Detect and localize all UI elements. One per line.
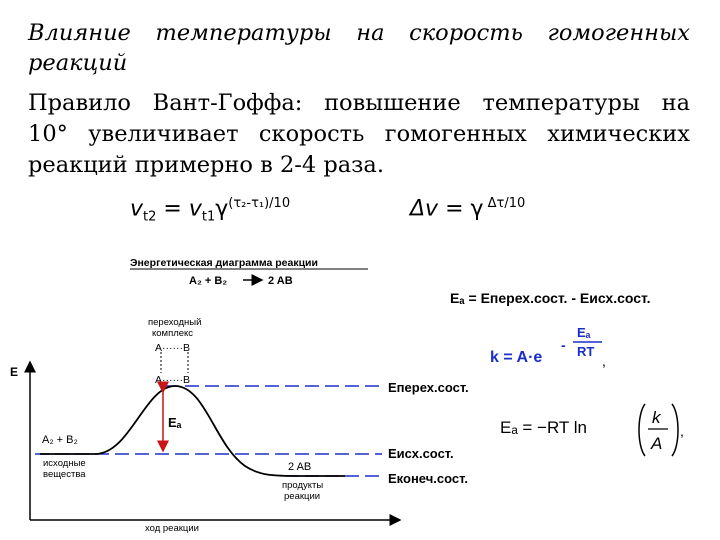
delta-equals: = xyxy=(438,196,471,222)
complex-top: A······B xyxy=(155,342,190,354)
reaction-right: 2 AB xyxy=(268,275,293,287)
ln-right-paren xyxy=(672,404,678,456)
arrhenius-minus: - xyxy=(561,337,566,353)
level-transition-label: Eперех.сост. xyxy=(388,380,469,395)
transition-label-2: комплекс xyxy=(152,328,194,339)
v-symbol-left: v xyxy=(130,196,144,222)
delta-gamma: γ xyxy=(470,196,484,222)
transition-label-1: переходный xyxy=(148,317,202,328)
reactants-label: A₂ + B₂ xyxy=(42,434,78,446)
ln-denominator: A xyxy=(651,434,663,453)
reactants-caption-2: вещества xyxy=(43,469,86,480)
v-symbol-right: v xyxy=(188,196,202,222)
activation-label: Eₐ xyxy=(168,415,182,430)
arrhenius-exp-num: Eₐ xyxy=(577,325,591,340)
slide-title-line1: Влияние температуры на скорость гомогенных xyxy=(28,20,690,46)
rule-line1: Правило Вант-Гоффа: повышение температуры на xyxy=(28,90,690,116)
level-final-label: Eконеч.сост. xyxy=(388,471,468,486)
gamma-exponent: (τ₂-τ₁)/10 xyxy=(228,196,291,211)
gamma-symbol: γ xyxy=(215,196,229,222)
delta-v-symbol: Δv xyxy=(410,196,439,222)
reaction-left: A₂ + B₂ xyxy=(189,275,228,287)
ea-definition: Eₐ = Eперех.сост. - Eисх.сост. xyxy=(450,290,651,306)
product-caption-1: продукты xyxy=(282,480,324,491)
arrhenius-k: k = A·e xyxy=(490,349,543,366)
ea-ln-formula: Eₐ = −RT ln xyxy=(500,418,587,437)
complex-bottom: A······B xyxy=(155,374,190,386)
ln-numerator: k xyxy=(652,408,661,427)
rule-line3: реакций примерно в 2-4 раза. xyxy=(28,152,384,178)
diagram-title: Энергетическая диаграмма реакции xyxy=(130,257,318,269)
energy-axis-label: E xyxy=(10,365,19,379)
rule-line2: 10° увеличивает скорость гомогенных химических xyxy=(28,121,690,147)
arrhenius-comma: , xyxy=(602,353,606,369)
slide-title-line2: реакций xyxy=(28,50,128,76)
product-label: 2 AB xyxy=(288,461,312,473)
equals-sign: = xyxy=(156,196,189,222)
ln-left-paren xyxy=(639,404,645,456)
arrhenius-exp-den: RT xyxy=(577,344,595,359)
reaction-axis-label: ход реакции xyxy=(145,523,199,534)
product-caption-2: реакции xyxy=(284,491,321,502)
sub-t1: t1 xyxy=(201,209,216,225)
reactants-caption-1: исходные xyxy=(43,458,86,469)
delta-exponent: Δτ/10 xyxy=(483,196,526,211)
level-initial-label: Eисх.сост. xyxy=(388,446,454,461)
sub-t2: t2 xyxy=(143,209,157,225)
ln-comma: , xyxy=(680,423,684,439)
